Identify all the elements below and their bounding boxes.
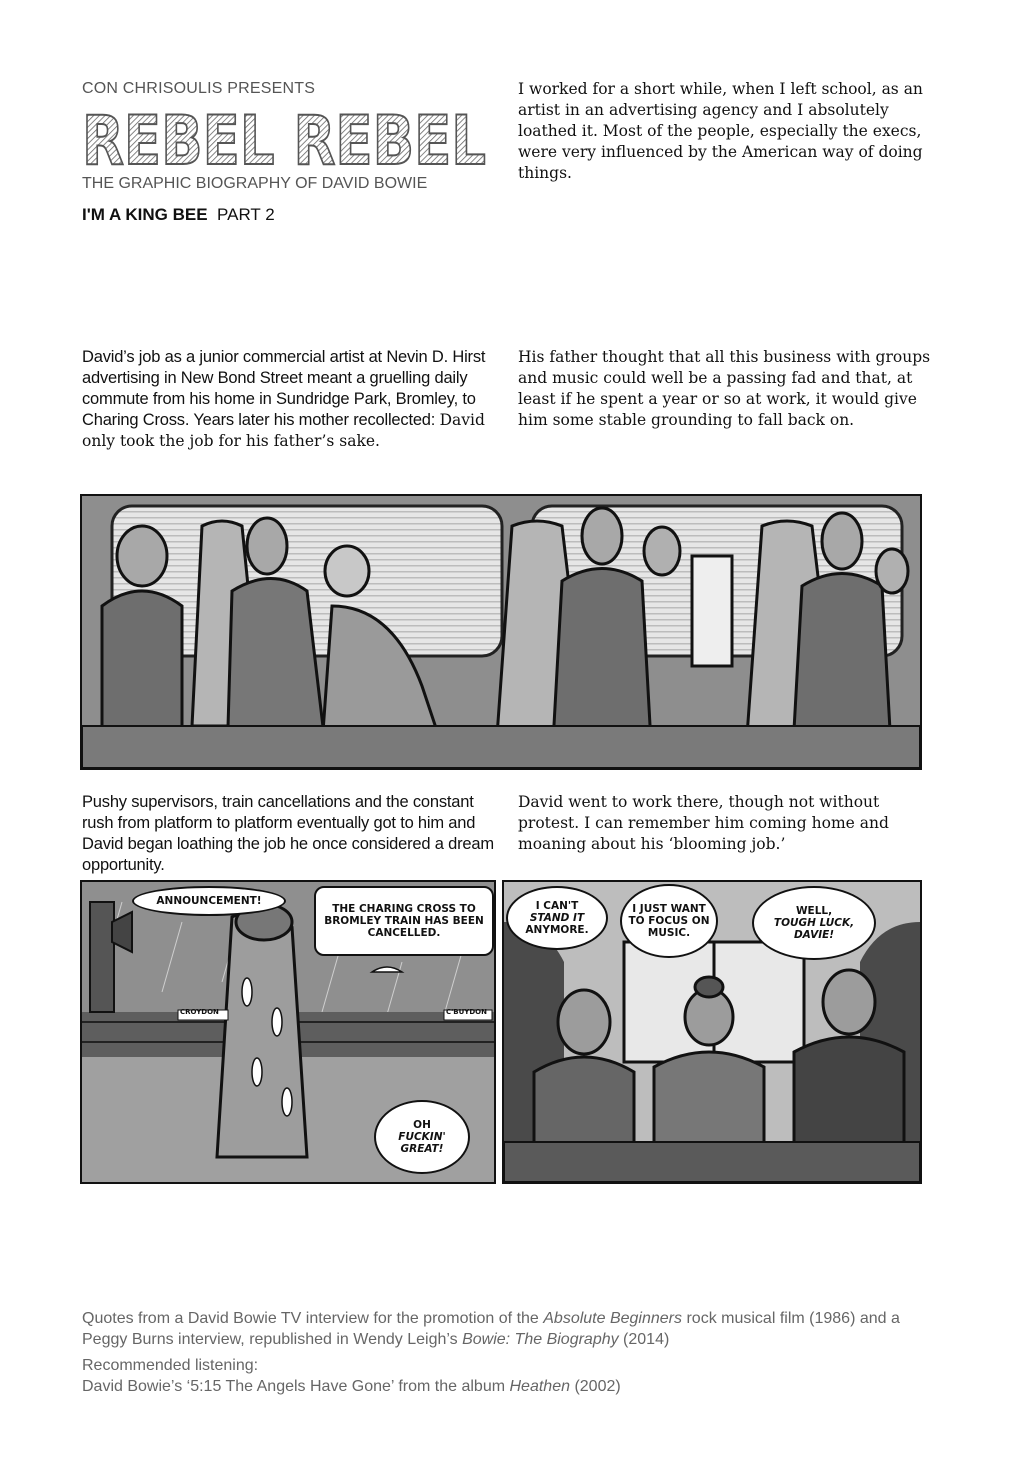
- credits-text-3: (2014): [618, 1331, 670, 1348]
- father-line-2: TOUGH LUCK,: [773, 917, 855, 929]
- bubble-cancelled: THE CHARING CROSS TO BROMLEY TRAIN HAS BEEN CANCELLED.: [314, 886, 494, 956]
- chapter-heading: [82, 205, 275, 225]
- listen-text: David Bowie’s ‘5:15 The Angels Have Gone’ from the album: [82, 1378, 510, 1395]
- panel-family-dinner: [502, 880, 922, 1184]
- father-line-1: WELL,: [795, 905, 833, 917]
- caption-mother: David went to work there, though not without protest. I can remember him coming home and moaning about his ‘blooming job.’: [518, 793, 889, 853]
- listen-track: [82, 1376, 942, 1397]
- caption-father: His father thought that all this business with groups and music could well be a passing fad and that, at least if he spent a year or so at work, it would give him some stable grounding to fall back on.: [518, 348, 931, 429]
- quote-top: I worked for a short while, when I left school, as an artist in an advertising agency and I absolutely loathed it. Most of the people, especially the execs, were very influenced by the American way of doing things.: [518, 80, 923, 182]
- reply-line-3: GREAT!: [400, 1143, 444, 1155]
- caption-commute-narration: David’s job as a junior commercial artist at Nevin D. Hirst advertising in New Bond Street meant a gruelling daily commute from his home in Sundridge Park, Bromley, to Charing Cross. Years later his mother recollected:: [82, 348, 486, 429]
- bubble-father: [752, 886, 876, 960]
- panel-train-commute: [80, 494, 922, 770]
- reply-line-1: OH: [413, 1119, 431, 1131]
- presents-line: CON CHRISOULIS PRESENTS: [82, 80, 316, 97]
- listen-label: Recommended listening:: [82, 1357, 259, 1374]
- sign-croydon: CROYDON: [180, 1008, 219, 1016]
- bubble-announcement: ANNOUNCEMENT!: [132, 886, 286, 916]
- chapter-title: I'M A KING BEE: [82, 205, 208, 224]
- caption-commute-quote: David only took the job for his father’s sake.: [82, 411, 485, 450]
- father-line-3: DAVIE!: [793, 929, 835, 941]
- listen-album: Heathen: [509, 1378, 570, 1395]
- credits-text-2: rock musical film (1986) and a Peggy Burns interview, republished in Wendy Leigh’s: [82, 1310, 900, 1348]
- credits-text-1: Quotes from a David Bowie TV interview for the promotion of the: [82, 1310, 544, 1327]
- comic-title-logo: [80, 106, 490, 172]
- caption-commute: [82, 347, 497, 452]
- recommended-listening: [82, 1355, 942, 1397]
- chapter-part: PART 2: [217, 205, 275, 224]
- credits-book-title: Bowie: The Biography: [462, 1331, 619, 1348]
- david-line-1: I CAN'T: [535, 900, 579, 912]
- bubble-david-2: I JUST WANT TO FOCUS ON MUSIC.: [620, 884, 718, 958]
- sign-right: C'BUYDON: [446, 1008, 487, 1016]
- caption-supervisors: Pushy supervisors, train cancellations and the constant rush from platform to platform eventually got to him and David began loathing the job he once considered a dream opportunity.: [82, 793, 494, 874]
- train-illustration: [82, 496, 920, 768]
- panel-platform: [80, 880, 496, 1184]
- bubble-david-1: [506, 886, 608, 950]
- credits-sources: [82, 1308, 942, 1350]
- reply-line-2: FUCKIN': [398, 1131, 446, 1143]
- bubble-reply: [374, 1100, 470, 1174]
- title-text: REBEL REBEL: [82, 106, 486, 172]
- listen-year: (2002): [570, 1378, 621, 1395]
- david-line-3: ANYMORE.: [525, 924, 589, 936]
- credits-film-title: Absolute Beginners: [543, 1310, 683, 1327]
- subtitle: THE GRAPHIC BIOGRAPHY OF DAVID BOWIE: [82, 175, 428, 192]
- david-line-2: STAND IT: [529, 912, 585, 924]
